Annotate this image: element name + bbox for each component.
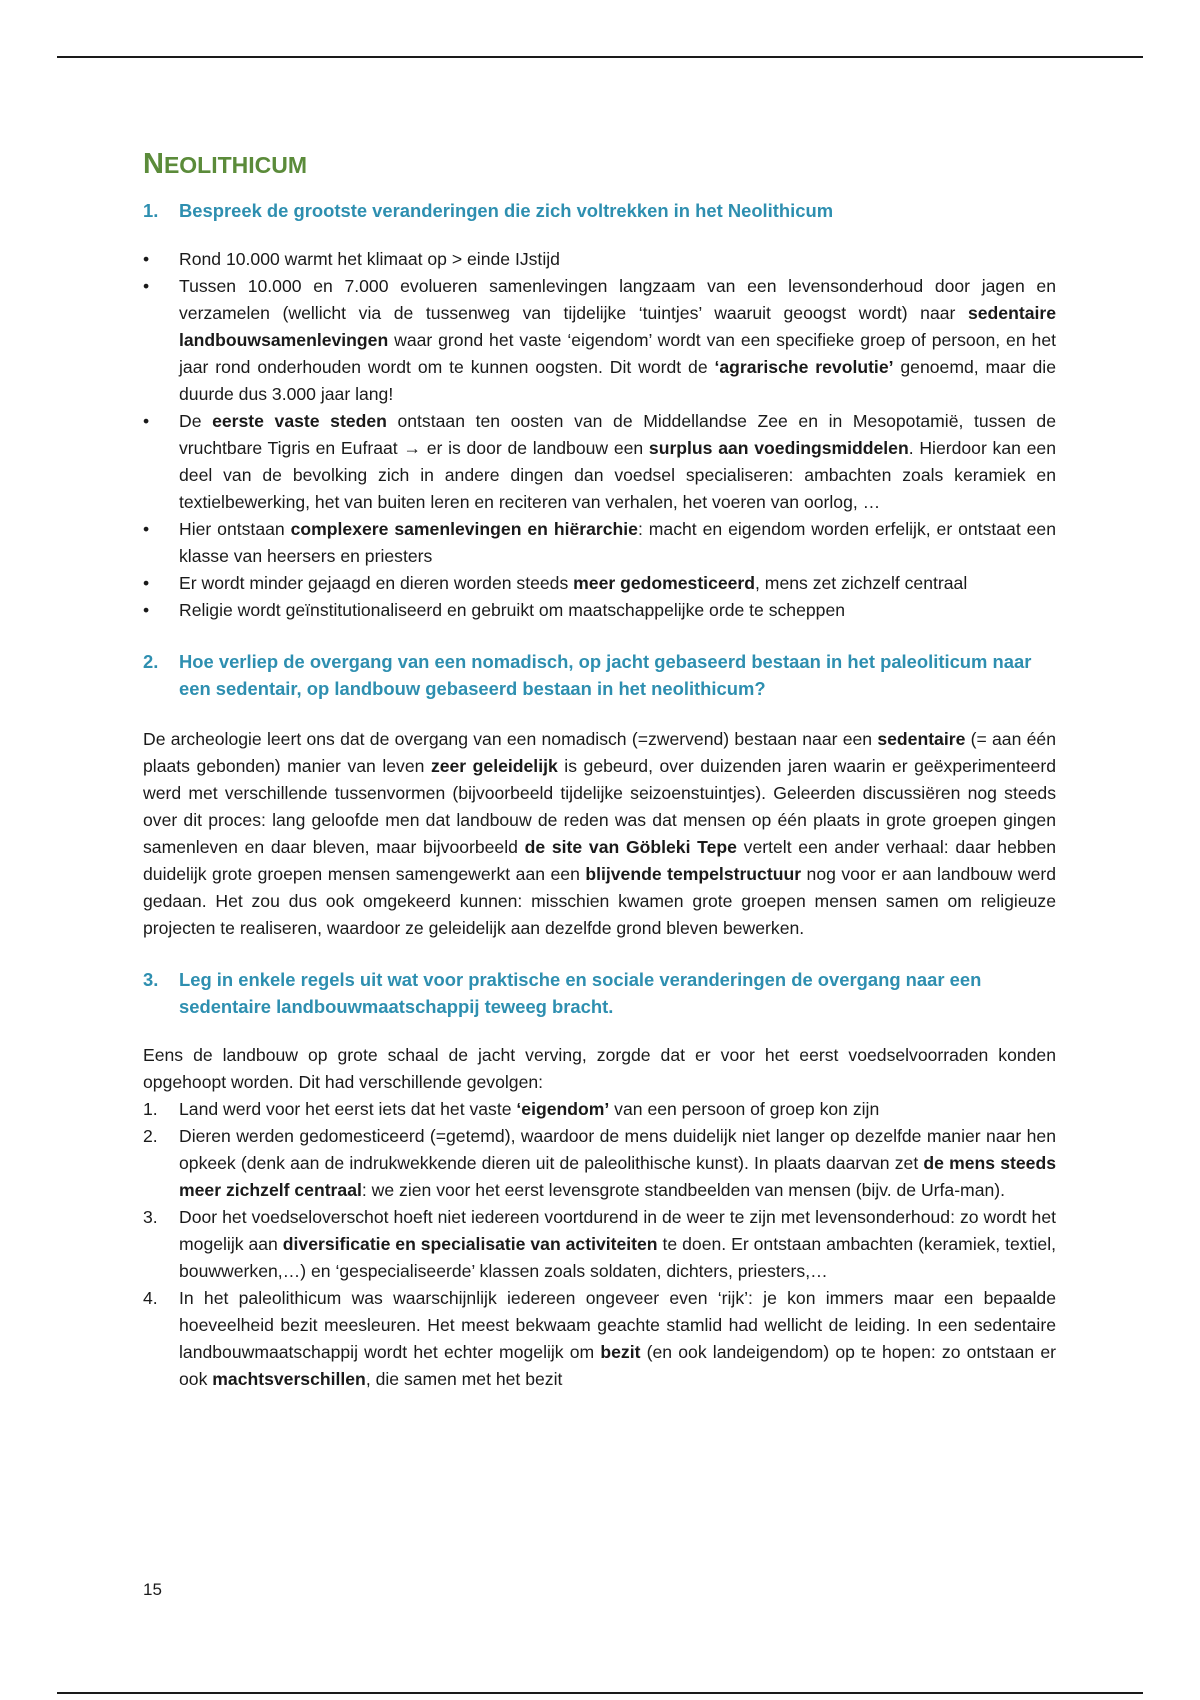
bullet-text: [179, 516, 1056, 570]
item-text: : we zien voor het eerst levensgrote standbeelden van mensen (bijv. de Urfa-man).: [361, 1180, 1006, 1200]
bullet-emphasis: meer gedomesticeerd: [573, 573, 756, 593]
item-text: van een persoon of groep kon zijn: [609, 1099, 880, 1119]
question-3-text: Leg in enkele regels uit wat voor praktische en sociale veranderingen de overgang naar een sedentaire landbouwmaatschappij teweeg bracht.: [179, 969, 982, 1017]
item-text: Dieren werden gedomesticeerd (=getemd), waardoor de mens duidelijk niet langer op dezelfde manier naar hen opkeek (denk aan de indrukwekkende dieren uit de paleolithische kunst). In plaats daarvan zet: [179, 1126, 1056, 1173]
numbered-item: [143, 1123, 1056, 1204]
question-3-number: 3.: [143, 969, 159, 990]
item-emphasis: machtsverschillen: [212, 1369, 366, 1389]
section-title-rest: EOLITHICUM: [163, 152, 308, 178]
bullet-text: [179, 273, 1056, 408]
answer-emphasis: sedentaire: [877, 729, 966, 749]
section-title-initial: N: [143, 148, 164, 180]
bullet-icon: •: [143, 276, 150, 296]
bullet-text: [179, 597, 1056, 624]
question-3-intro: Eens de landbouw op grote schaal de jacht verving, zorgde dat er voor het eerst voedselvoorraden konden opgehoopt worden. Dit had verschillende gevolgen:: [143, 1045, 1056, 1092]
bullet-item: [143, 408, 1056, 516]
bullet-text: Hier ontstaan: [179, 519, 291, 539]
item-number: 2.: [143, 1126, 158, 1146]
item-emphasis: de mens steeds meer zichzelf centraal: [179, 1153, 1056, 1200]
numbered-item: [143, 1285, 1056, 1393]
answer-text: nog voor er aan landbouw werd gedaan. Het zou dus ook omgekeerd kunnen: misschien kwamen grote groepen mensen samen om religieuze projecten te realiseren, waardoor ze geleidelijk aan dezelfde grond bleven bewerken.: [143, 864, 1057, 938]
item-emphasis: ‘eigendom’: [516, 1099, 610, 1119]
item-number: 3.: [143, 1207, 158, 1227]
numbered-item: [143, 1096, 1056, 1123]
item-text: [179, 1096, 1056, 1123]
answer-emphasis: zeer geleidelijk: [430, 756, 558, 776]
answer-text: De archeologie leert ons dat de overgang van een nomadisch (=zwervend) bestaan naar een: [143, 729, 878, 749]
item-emphasis: diversificatie en specialisatie van activiteiten: [282, 1234, 658, 1254]
bullet-text: [179, 570, 1056, 597]
item-text: te doen. Er ontstaan ambachten (keramiek, textiel, bouwwerken,…) en ‘gespecialiseerde’ klassen zoals soldaten, dichters, priesters,…: [179, 1234, 1056, 1281]
answer-text: vertelt een ander verhaal: daar hebben duidelijk grote groepen mensen samengewerkt aan een: [143, 837, 1057, 884]
question-1-text: Bespreek de grootste veranderingen die zich voltrekken in het Neolithicum: [179, 200, 834, 221]
page-number: 15: [143, 1580, 162, 1599]
item-text: , die samen met het bezit: [365, 1369, 563, 1389]
item-text: Land werd voor het eerst iets dat het vaste: [179, 1099, 517, 1119]
bullet-icon: •: [143, 573, 150, 593]
header-rule: [57, 56, 1143, 58]
bullet-emphasis: complexere samenlevingen en hiërarchie: [290, 519, 638, 539]
question-3-heading: [143, 966, 1056, 1020]
question-1-heading: [143, 197, 1056, 224]
item-text: (en ook landeigendom) op te hopen: zo ontstaan er ook: [179, 1342, 1056, 1389]
bullet-emphasis: sedentaire landbouwsamenlevingen: [179, 303, 1056, 350]
bullet-icon: •: [143, 411, 150, 431]
document-body: [143, 146, 1056, 1393]
bullet-item: [143, 516, 1056, 570]
question-1-number: 1.: [143, 200, 159, 221]
bullet-text: . Hierdoor kan een deel van de bevolking zich in andere dingen dan voedsel specialiseren: ambachten zoals keramiek en textielbewerking, het van buiten leren en reciteren van verhalen, het voeren van oorlog, …: [179, 438, 1056, 512]
section-title: [143, 146, 1056, 183]
footer-rule: [57, 1692, 1143, 1694]
item-text: Door het voedseloverschot hoeft niet iedereen voortdurend in de weer te zijn met levensonderhoud: zo wordt het mogelijk aan: [179, 1207, 1056, 1254]
bullet-emphasis: eerste vaste steden: [212, 411, 387, 431]
bullet-icon: •: [143, 249, 150, 269]
bullet-text: : macht en eigendom worden erfelijk, er ontstaat een klasse van heersers en priesters: [179, 519, 1056, 566]
bullet-text: Er wordt minder gejaagd en dieren worden steeds: [179, 573, 574, 593]
item-text: [179, 1285, 1056, 1393]
bullet-text: ontstaan ten oosten van de Middellandse Zee en in Mesopotamië, tussen de vruchtbare Tigris en Eufraat → er is door de landbouw een: [179, 411, 1056, 458]
bullet-emphasis: ‘agrarische revolutie’: [714, 357, 894, 377]
bullet-text: [179, 246, 1056, 273]
question-2-number: 2.: [143, 651, 159, 672]
bullet-text: [179, 408, 1056, 516]
answer-text: is gebeurd, over duizenden jaren waarin er geëxperimenteerd werd met verschillende tussenvormen (bijvoorbeeld tijdelijke seizoenstuintjes). Geleerden discussiëren nog steeds over dit proces: lang geloofde men dat landbouw de reden was dat mensen op één plaats in grote groepen gingen samenleven en daar bleven, maar bijvoorbeeld: [143, 756, 1056, 857]
bullet-text: De: [179, 411, 213, 431]
bullet-text: genoemd, maar die duurde dus 3.000 jaar lang!: [179, 357, 1056, 404]
bullet-text: waar grond het vaste ‘eigendom’ wordt van een specifieke groep of persoon, en het jaar rond onderhouden wordt om te kunnen oogsten. Dit wordt de: [179, 330, 1056, 377]
answer-text: (= aan één plaats gebonden) manier van leven: [143, 729, 1056, 776]
answer-emphasis: de site van Göbleki Tepe: [524, 837, 737, 857]
bullet-item: [143, 246, 1056, 273]
bullet-icon: •: [143, 519, 150, 539]
item-text: [179, 1204, 1056, 1285]
question-1-bullets: [143, 246, 1056, 624]
item-number: 1.: [143, 1099, 158, 1119]
bullet-item: [143, 597, 1056, 624]
question-2-answer: [143, 726, 1056, 942]
question-2-text: Hoe verliep de overgang van een nomadisch, op jacht gebaseerd bestaan in het paleoliticum naar een sedentair, op landbouw gebaseerd bestaan in het neolithicum?: [179, 651, 1032, 699]
question-3-list: [143, 1096, 1056, 1393]
bullet-text: Religie wordt geïnstitutionaliseerd en gebruikt om maatschappelijke orde te scheppen: [179, 600, 846, 620]
item-text: In het paleolithicum was waarschijnlijk iedereen ongeveer even ‘rijk’: je kon immers maar een bepaalde hoeveelheid bezit meesleuren. Het meest bekwaam geachte stamlid had wellicht de leiding. In een sedentaire landbouwmaatschappij wordt het echter mogelijk om: [179, 1288, 1056, 1362]
bullet-emphasis: surplus aan voedingsmiddelen: [648, 438, 909, 458]
answer-emphasis: blijvende tempelstructuur: [585, 864, 802, 884]
bullet-item: [143, 570, 1056, 597]
item-emphasis: bezit: [600, 1342, 641, 1362]
bullet-text: Rond 10.000 warmt het klimaat op > einde IJstijd: [179, 249, 560, 269]
item-text: [179, 1123, 1056, 1204]
numbered-item: [143, 1204, 1056, 1285]
bullet-item: [143, 273, 1056, 408]
question-2-heading: [143, 648, 1056, 702]
item-number: 4.: [143, 1288, 158, 1308]
bullet-text: Tussen 10.000 en 7.000 evolueren samenlevingen langzaam van een levensonderhoud door jagen en verzamelen (wellicht via de tussenweg van tijdelijke ‘tuintjes’ waaruit geoogst wordt) naar: [179, 276, 1056, 323]
bullet-text: , mens zet zichzelf centraal: [755, 573, 968, 593]
bullet-icon: •: [143, 600, 150, 620]
